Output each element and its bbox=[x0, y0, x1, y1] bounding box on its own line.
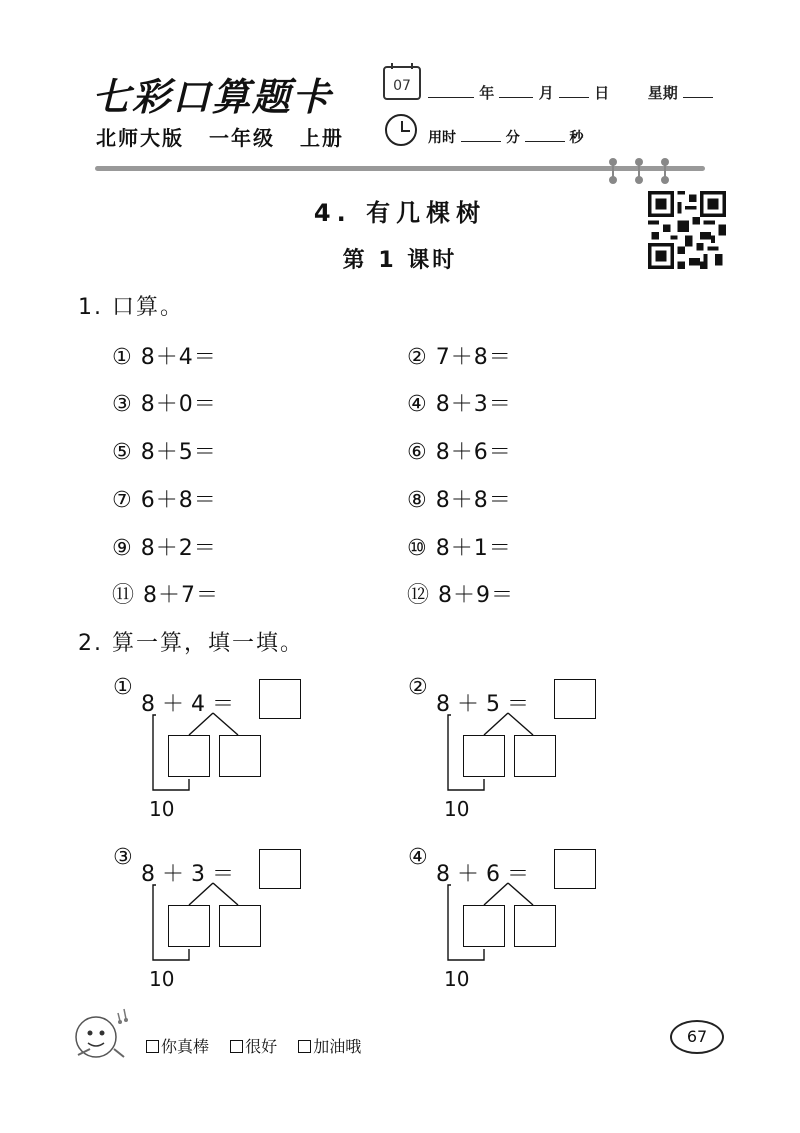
make-ten-problem bbox=[113, 845, 293, 995]
day-blank[interactable] bbox=[559, 96, 589, 98]
brand-title: 七彩口算题卡 bbox=[92, 74, 333, 119]
clock-icon bbox=[385, 114, 417, 146]
split-box-left[interactable] bbox=[463, 735, 505, 777]
problem-expression: 8 ＋ 3 ＝ bbox=[141, 862, 234, 887]
month-blank[interactable] bbox=[499, 96, 533, 98]
split-box-left[interactable] bbox=[463, 905, 505, 947]
problem-expression: 8 ＋ 4 ＝ bbox=[141, 692, 234, 717]
make-ten-problem bbox=[408, 675, 588, 825]
calendar-icon bbox=[383, 66, 421, 100]
edition-grade: 一年级 bbox=[208, 126, 275, 150]
answer-box[interactable] bbox=[554, 849, 596, 889]
ten-label: 10 bbox=[444, 967, 470, 991]
rating-option[interactable]: 很好 bbox=[230, 1037, 277, 1056]
section2-heading: 2. 算一算，填一填。 bbox=[78, 631, 304, 656]
oral-problem[interactable]: ⑧ 8＋8＝ bbox=[407, 488, 512, 513]
seconds-blank[interactable] bbox=[525, 140, 565, 142]
oral-problem[interactable]: ⑤ 8＋5＝ bbox=[112, 440, 217, 465]
date-line bbox=[428, 82, 713, 103]
weekday-label: 星期 bbox=[647, 84, 678, 102]
make-ten-problem bbox=[408, 845, 588, 995]
rating-option[interactable]: 加油哦 bbox=[298, 1037, 361, 1056]
problem-number: ④ bbox=[408, 845, 428, 870]
minutes-blank[interactable] bbox=[461, 140, 501, 142]
split-box-right[interactable] bbox=[514, 735, 556, 777]
oral-problem[interactable]: ⑪ 8＋7＝ bbox=[112, 583, 220, 608]
split-box-left[interactable] bbox=[168, 905, 210, 947]
problem-number: ③ bbox=[113, 845, 133, 870]
edition-volume: 上册 bbox=[299, 126, 344, 150]
oral-problem[interactable]: ④ 8＋3＝ bbox=[407, 392, 512, 417]
ten-label: 10 bbox=[149, 967, 175, 991]
oral-problem[interactable]: ⑥ 8＋6＝ bbox=[407, 440, 512, 465]
oral-problem[interactable]: ③ 8＋0＝ bbox=[112, 392, 217, 417]
section1-heading: 1. 口算。 bbox=[78, 295, 184, 320]
split-box-right[interactable] bbox=[219, 905, 261, 947]
binder-pin-icon bbox=[664, 160, 666, 182]
ten-label: 10 bbox=[444, 797, 470, 821]
binder-pin-icon bbox=[638, 160, 640, 182]
answer-box[interactable] bbox=[259, 849, 301, 889]
checkbox-icon[interactable] bbox=[230, 1040, 243, 1053]
seconds-label: 秒 bbox=[569, 130, 584, 146]
problem-number: ① bbox=[113, 675, 133, 700]
binder-pin-icon bbox=[612, 160, 614, 182]
answer-box[interactable] bbox=[554, 679, 596, 719]
rating-option[interactable]: 你真棒 bbox=[146, 1037, 209, 1056]
split-box-right[interactable] bbox=[219, 735, 261, 777]
oral-problem[interactable]: ⑫ 8＋9＝ bbox=[407, 583, 515, 608]
day-label: 日 bbox=[594, 84, 610, 102]
problem-expression: 8 ＋ 5 ＝ bbox=[436, 692, 529, 717]
oral-problem[interactable]: ① 8＋4＝ bbox=[112, 345, 217, 370]
make-ten-problem bbox=[113, 675, 293, 825]
lesson-title: 4. 有几棵树 bbox=[313, 199, 487, 227]
problem-expression: 8 ＋ 6 ＝ bbox=[436, 862, 529, 887]
oral-problem[interactable]: ⑨ 8＋2＝ bbox=[112, 536, 217, 561]
oral-problem[interactable]: ⑦ 6＋8＝ bbox=[112, 488, 217, 513]
ten-label: 10 bbox=[149, 797, 175, 821]
year-blank[interactable] bbox=[428, 96, 474, 98]
time-line bbox=[428, 127, 584, 147]
edition-publisher: 北师大版 bbox=[96, 126, 184, 150]
self-rating bbox=[146, 1034, 377, 1057]
month-label: 月 bbox=[538, 84, 554, 102]
weekday-blank[interactable] bbox=[683, 96, 713, 98]
checkbox-icon[interactable] bbox=[146, 1040, 159, 1053]
minutes-label: 分 bbox=[505, 130, 520, 146]
time-used-label: 用时 bbox=[428, 130, 456, 146]
problem-number: ② bbox=[408, 675, 428, 700]
oral-problem[interactable]: ⑩ 8＋1＝ bbox=[407, 536, 512, 561]
oral-problem[interactable]: ② 7＋8＝ bbox=[407, 345, 512, 370]
page-number: 67 bbox=[670, 1020, 724, 1054]
mascot-icon bbox=[70, 1005, 138, 1065]
checkbox-icon[interactable] bbox=[298, 1040, 311, 1053]
answer-box[interactable] bbox=[259, 679, 301, 719]
lesson-subtitle: 第 1 课时 bbox=[342, 248, 458, 273]
split-box-right[interactable] bbox=[514, 905, 556, 947]
calendar-day: 07 bbox=[393, 78, 411, 94]
edition-line bbox=[96, 122, 360, 151]
split-box-left[interactable] bbox=[168, 735, 210, 777]
year-label: 年 bbox=[479, 84, 495, 102]
